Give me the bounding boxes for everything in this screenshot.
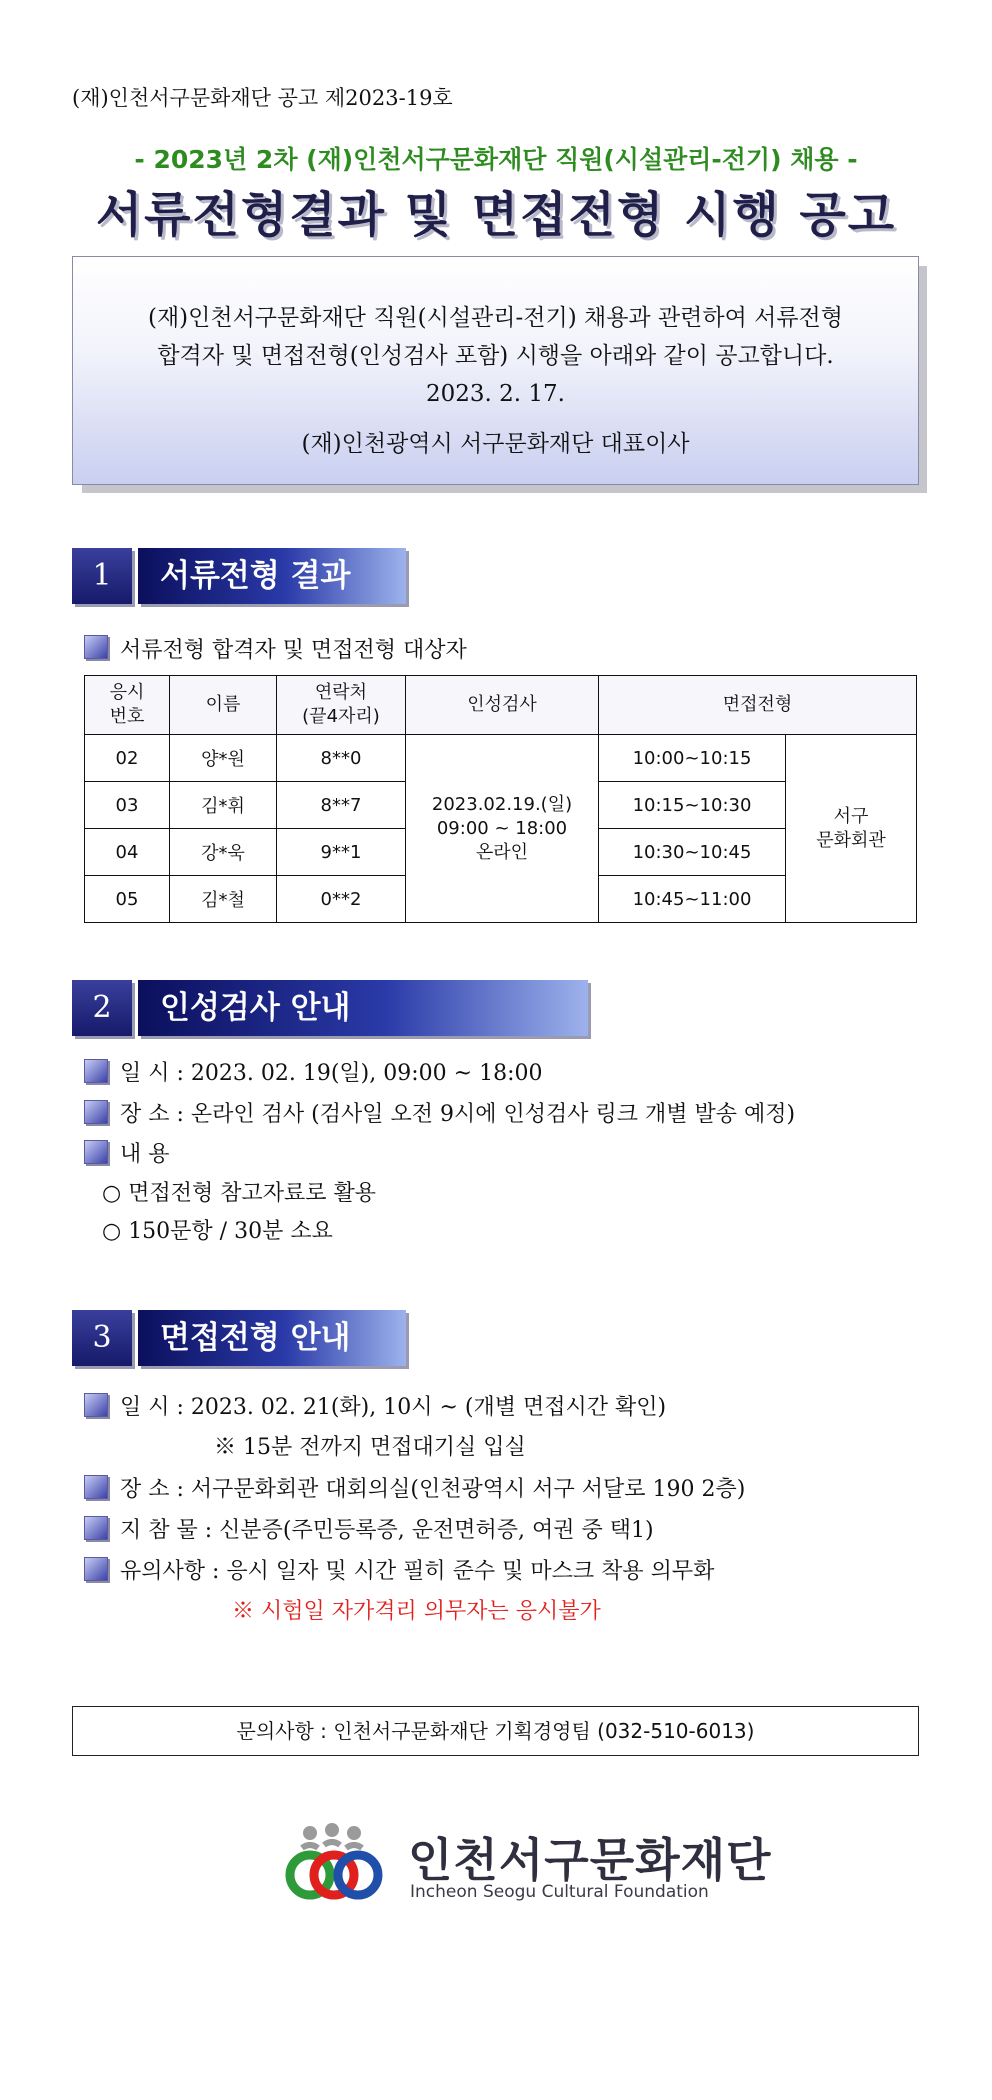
aptitude-where: 장 소 : 온라인 검사 (검사일 오전 9시에 인성검사 링크 개별 발송 예정) (120, 1102, 796, 1127)
th-name: 이름 (170, 676, 277, 735)
cell-interview-time: 10:15~10:30 (599, 782, 786, 829)
notice-subtitle: - 2023년 2차 (재)인천서구문화재단 직원(시설관리-전기) 채용 - (134, 145, 858, 174)
cell-interview-place (786, 735, 917, 923)
intro-signer: (재)인천광역시 서구문화재단 대표이사 (301, 431, 690, 457)
square-bullet-icon (84, 1100, 108, 1124)
cell-contact: 9**1 (277, 829, 406, 876)
logo-name-ko: 인천서구문화재단 (408, 1833, 772, 1887)
section-3-title: 면접전형 안내 (138, 1310, 406, 1366)
square-bullet-icon (84, 1557, 108, 1581)
interview-warning: ※ 시험일 자가격리 의무자는 응시불가 (232, 1599, 601, 1624)
aptitude-place: 온라인 (475, 841, 529, 863)
cell-name: 김*휘 (170, 782, 277, 829)
cell-interview-time: 10:45~11:00 (599, 876, 786, 923)
section-3-number: 3 (72, 1310, 132, 1366)
interview-where: 장 소 : 서구문화회관 대회의실(인천광역시 서구 서달로 190 2층) (120, 1477, 746, 1502)
cell-contact: 8**0 (277, 735, 406, 782)
aptitude-time: 09:00 ~ 18:00 (436, 817, 568, 839)
interview-notes: 유의사항 : 응시 일자 및 시간 필히 준수 및 마스크 착용 의무화 (120, 1559, 715, 1584)
interview-when-note: ※ 15분 전까지 면접대기실 입실 (214, 1435, 526, 1460)
section-2-title: 인성검사 안내 (138, 980, 588, 1036)
interview-when: 일 시 : 2023. 02. 21(화), 10시 ~ (개별 면접시간 확인) (120, 1395, 667, 1420)
section-1-header (72, 548, 412, 604)
cell-name: 양*원 (170, 735, 277, 782)
notice-number: (재)인천서구문화재단 공고 제2023-19호 (72, 86, 453, 110)
aptitude-when: 일 시 : 2023. 02. 19(일), 09:00 ~ 18:00 (120, 1061, 543, 1086)
th-contact: 연락처 (끝4자리) (277, 676, 406, 735)
square-bullet-icon (84, 1393, 108, 1417)
section-1-title: 서류전형 결과 (138, 548, 406, 604)
square-bullet-icon (84, 1516, 108, 1540)
contact-box: 문의사항 : 인천서구문화재단 기획경영팀 (032-510-6013) (72, 1706, 919, 1756)
cell-applicant-no: 03 (85, 782, 170, 829)
square-bullet-icon (84, 1059, 108, 1083)
th-interview: 면접전형 (599, 676, 917, 735)
intro-box (72, 256, 919, 485)
cell-name: 김*철 (170, 876, 277, 923)
interview-items: 지 참 물 : 신분증(주민등록증, 운전면허증, 여권 중 택1) (120, 1518, 654, 1543)
square-bullet-icon (84, 1475, 108, 1499)
foundation-logo-icon (282, 1818, 402, 1908)
square-bullet-icon (84, 1140, 108, 1164)
table-row (85, 735, 917, 782)
cell-name: 강*욱 (170, 829, 277, 876)
section-1-number: 1 (72, 548, 132, 604)
section-2-number: 2 (72, 980, 132, 1036)
aptitude-content-item-1: ○ 면접전형 참고자료로 활용 (102, 1181, 376, 1206)
intro-line-1: (재)인천서구문화재단 직원(시설관리-전기) 채용과 관련하여 서류전형 (147, 305, 843, 331)
aptitude-content: 내 용 (120, 1142, 170, 1167)
square-bullet-icon (84, 635, 108, 659)
section-2-header (72, 980, 592, 1036)
intro-line-2: 합격자 및 면접전형(인성검사 포함) 시행을 아래와 같이 공고합니다. (157, 343, 834, 369)
section-3-header (72, 1310, 412, 1366)
aptitude-content-item-2: ○ 150문항 / 30분 소요 (102, 1219, 333, 1244)
cell-contact: 0**2 (277, 876, 406, 923)
intro-date: 2023. 2. 17. (426, 381, 565, 407)
logo-name-en: Incheon Seogu Cultural Foundation (410, 1882, 709, 1902)
cell-interview-time: 10:00~10:15 (599, 735, 786, 782)
cell-contact: 8**7 (277, 782, 406, 829)
th-aptitude-test: 인성검사 (406, 676, 599, 735)
th-applicant-no: 응시 번호 (85, 676, 170, 735)
cell-applicant-no: 05 (85, 876, 170, 923)
aptitude-date: 2023.02.19.(일) (431, 793, 573, 815)
cell-applicant-no: 04 (85, 829, 170, 876)
cell-interview-time: 10:30~10:45 (599, 829, 786, 876)
interview-place-line-2: 문화회관 (816, 829, 886, 851)
interview-place-line-1: 서구 (833, 805, 869, 827)
cell-aptitude-schedule (406, 735, 599, 923)
page-title: 서류전형결과 및 면접전형 시행 공고 (95, 187, 897, 243)
applicant-table (84, 675, 917, 923)
cell-applicant-no: 02 (85, 735, 170, 782)
section-1-bullet-text: 서류전형 합격자 및 면접전형 대상자 (120, 638, 467, 663)
